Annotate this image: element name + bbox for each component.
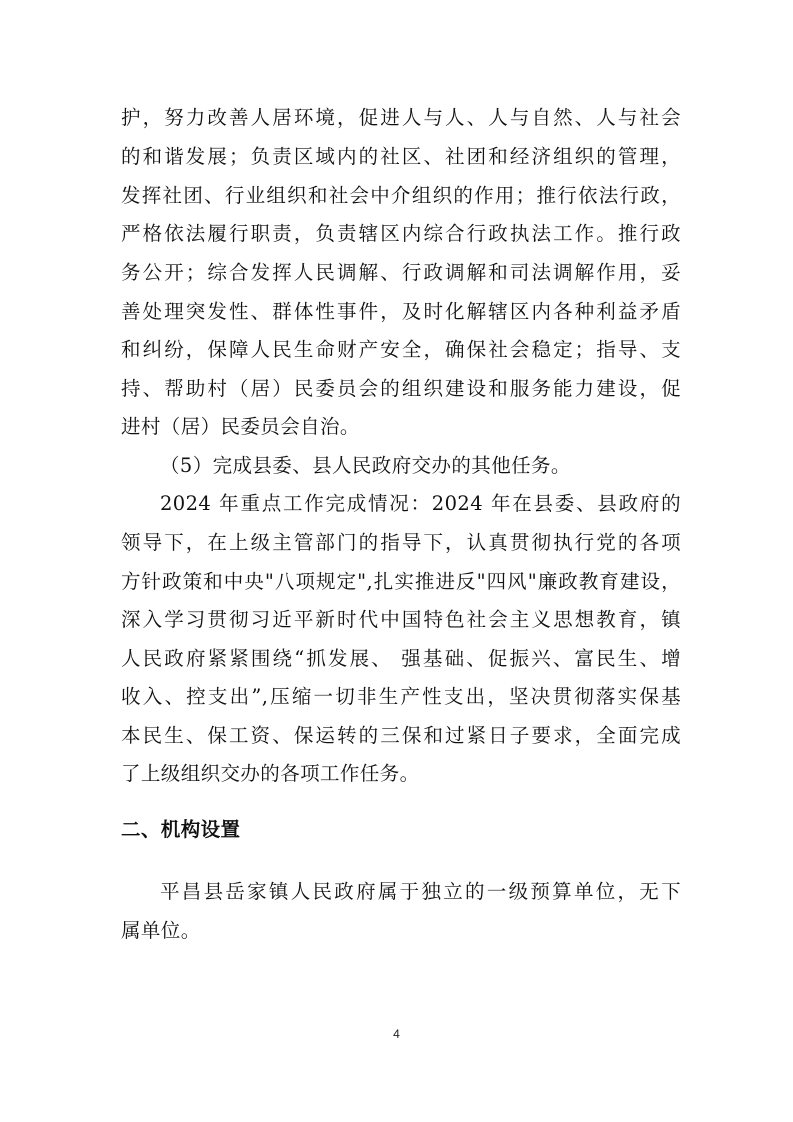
paragraph-1-line-4: 严格依法履行职责，负责辖区内综合行政执法工作。推行政	[121, 222, 681, 245]
paragraph-3-line-6: 收入、控支出”,压缩一切非生产性支出，坚决贯彻落实保基	[121, 685, 681, 708]
paragraph-3-line-3: 方针政策和中央"八项规定",扎实推进反"四风"廉政教育建设，	[121, 570, 681, 593]
paragraph-4-line-2: 属单位。	[121, 919, 201, 942]
paragraph-3-line-1: 2024 年重点工作完成情况：2024 年在县委、县政府的	[160, 492, 681, 515]
paragraph-3-line-2: 领导下，在上级主管部门的指导下，认真贯彻执行党的各项	[121, 531, 681, 554]
paragraph-1-line-7: 和纠纷，保障人民生命财产安全，确保社会稳定；指导、支	[121, 338, 681, 361]
paragraph-1-line-5: 务公开；综合发挥人民调解、行政调解和司法调解作用，妥	[121, 261, 681, 284]
paragraph-1-line-1: 护，努力改善人居环境，促进人与人、人与自然、人与社会	[121, 106, 681, 129]
paragraph-3-line-7: 本民生、保工资、保运转的三保和过紧日子要求，全面完成	[121, 724, 681, 747]
paragraph-1-line-6: 善处理突发性、群体性事件，及时化解辖区内各种利益矛盾	[121, 300, 681, 323]
paragraph-1-line-8: 持、帮助村（居）民委员会的组织建设和服务能力建设，促	[121, 377, 681, 400]
paragraph-4-line-1: 平昌县岳家镇人民政府属于独立的一级预算单位，无下	[160, 880, 681, 903]
paragraph-1-line-2: 的和谐发展；负责区域内的社区、社团和经济组织的管理，	[121, 145, 681, 168]
paragraph-3-line-8: 了上级组织交办的各项工作任务。	[121, 762, 420, 785]
paragraph-2-line-1: （5）完成县委、县人民政府交办的其他任务。	[160, 454, 571, 477]
section-heading: 二、机构设置	[121, 818, 241, 841]
paragraph-3-line-5: 人民政府紧紧围绕“抓发展、 强基础、促振兴、富民生、增	[121, 647, 681, 670]
page-number: 4	[393, 1027, 400, 1041]
paragraph-3-line-4: 深入学习贯彻习近平新时代中国特色社会主义思想教育，镇	[121, 608, 681, 631]
paragraph-1-line-3: 发挥社团、行业组织和社会中介组织的作用；推行依法行政，	[121, 184, 681, 207]
paragraph-1-line-9: 进村（居）民委员会自治。	[121, 415, 360, 438]
